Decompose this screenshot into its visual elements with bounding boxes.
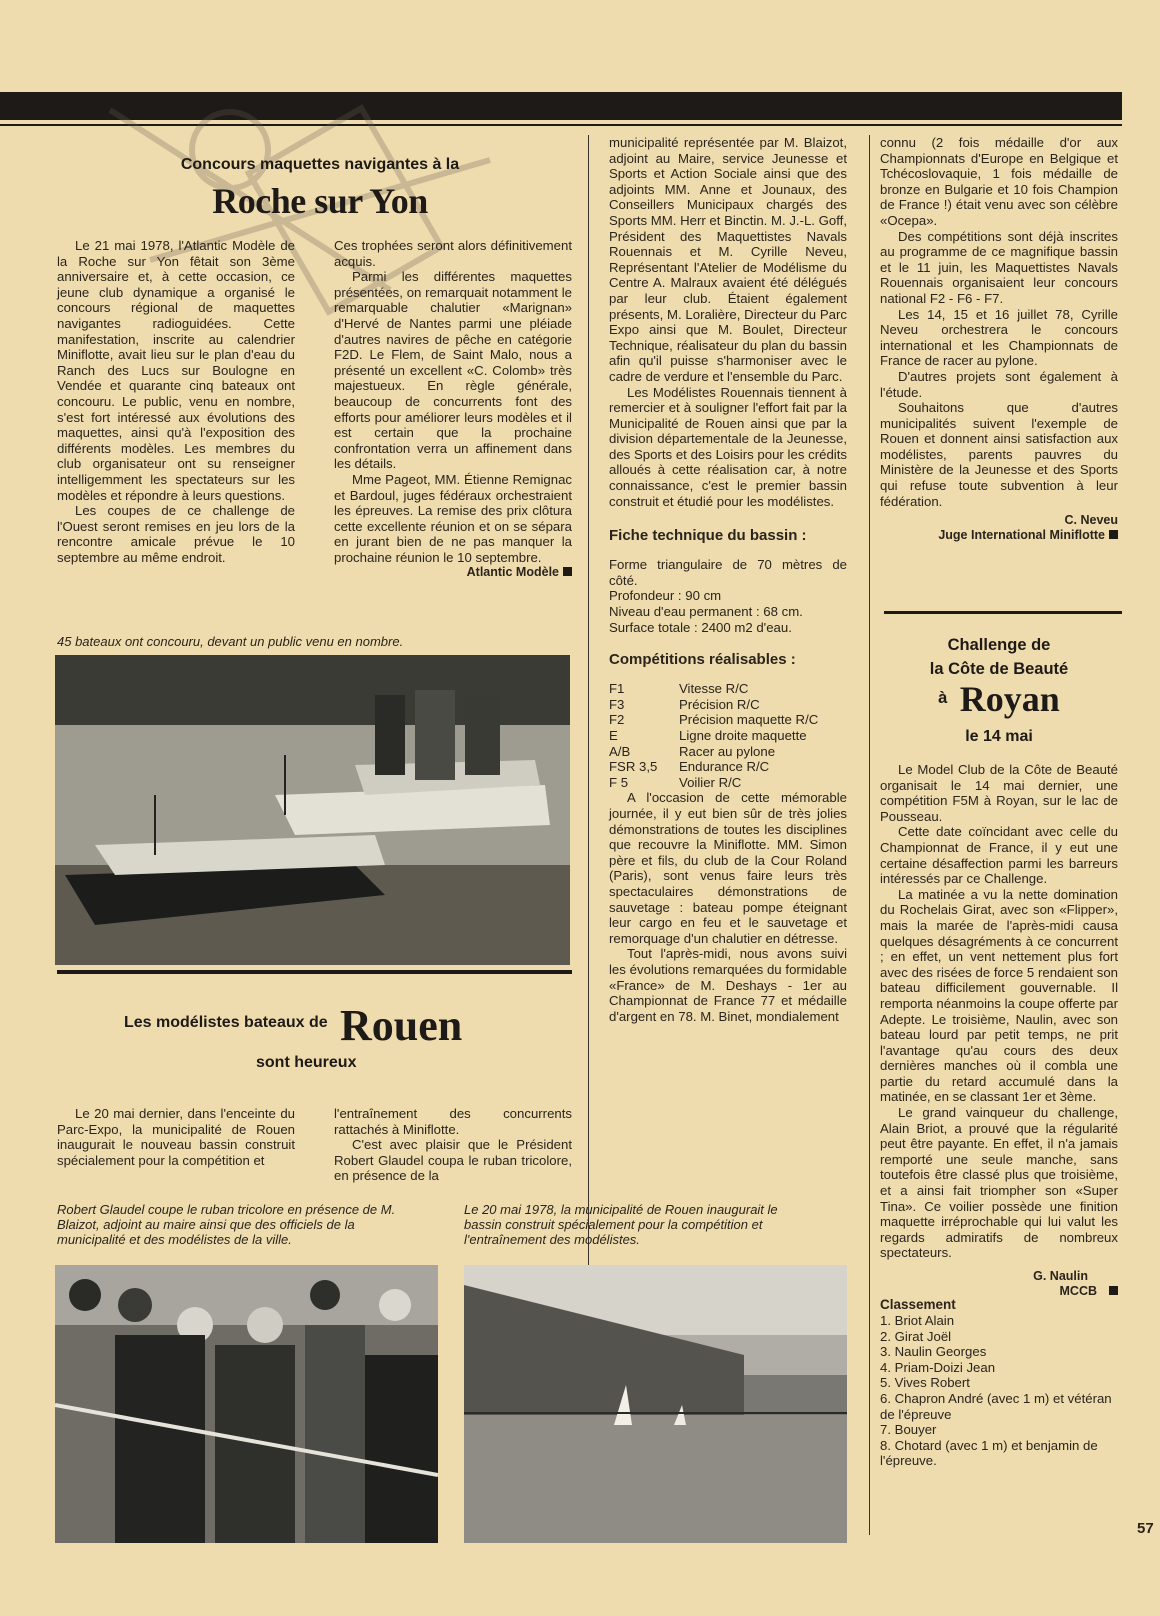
fiche-item: Surface totale : 2400 m2 d'eau.: [609, 619, 792, 635]
roche-headline: Roche sur Yon: [212, 181, 428, 221]
rouen-photo1-caption: Robert Glaudel coupe le ruban tricolore en présence de M. Blaizot, adjoint au maire ainsi que des officiels de la municipalité et des modélistes de la ville.: [57, 1202, 396, 1247]
competition-code: FSR 3,5: [609, 759, 658, 775]
roche-paragraph: Les coupes de ce challenge de l'Ouest seront remises en jeu lors de la rencontre amicale prévue le 10 septembre au même endroit.: [57, 503, 295, 565]
ranking-item: 5. Vives Robert: [880, 1375, 970, 1391]
rouen-paragraph: connu (2 fois médaille d'or aux Championnats d'Europe en Belgique et Tchécoslovaquie, 1 fois médaille de bronze en Bulgarie et 10 fois Champion de France !) était venu avec son célèbre «Ocepa».: [880, 135, 1118, 228]
competition-row: [609, 775, 847, 791]
competition-row: [609, 712, 847, 728]
rouen-signature-title: [880, 528, 1118, 543]
rouen-paragraph: Tout l'après-midi, nous avons suivi les évolutions remarquées du formidable «France» de M. Deshays - 1er au Championnat de France 77 et médaille d'argent en 78. M. Binet, mondialement: [609, 946, 847, 1024]
end-square-icon: [1109, 1286, 1118, 1295]
ranking-item: 4. Priam-Doizi Jean: [880, 1359, 996, 1375]
rouen-paragraph: Le 20 mai dernier, dans l'enceinte du Parc-Expo, la municipalité de Rouen inaugurait le nouveau bassin construit spécialement pour la compétition et: [57, 1106, 295, 1168]
competition-code: F3: [609, 696, 625, 712]
roche-column-2: [334, 238, 572, 580]
roche-signature: [334, 565, 572, 580]
competition-row: [609, 697, 847, 713]
section-rule: [57, 970, 572, 974]
page-number: 57: [1137, 1520, 1154, 1537]
roche-paragraph: Parmi les différentes maquettes présentées, on remarquait notamment le remarquable chalutier «Marignan» d'Hervé de Nantes parmi une pléiade d'autres navires de pêche en catégorie F2D. Le Flem, de Saint Malo, nous a présenté un excellent «C. Colomb» très majestueux. En règle générale, beaucoup de concurrents font des efforts pour améliorer leurs modèles et il est certain que la prochaine confrontation verra un affinement dans les détails.: [334, 269, 572, 472]
competition-code: F2: [609, 712, 625, 728]
rouen-signature-name: C. Neveu: [1064, 513, 1118, 528]
roche-signature-text: Atlantic Modèle: [466, 565, 559, 580]
competition-label: Ligne droite maquette: [679, 728, 807, 743]
rouen-paragraph: Des compétitions sont déjà inscrites au programme de ce magnifique bassin et le 11 juin, les Maquettistes Navals Rouennais organisaient leur concours national F2 - F6 - F7.: [880, 228, 1118, 306]
competition-code: F1: [609, 681, 625, 697]
rouen-column-4: [880, 135, 1118, 543]
ranking-item: 2. Girat Joël: [880, 1328, 952, 1344]
rouen-paragraph: C'est avec plaisir que le Président Robert Glaudel coupa le ruban tricolore, en présence de la: [334, 1137, 572, 1184]
rouen-column-2: [334, 1106, 572, 1184]
fiche-item: Niveau d'eau permanent : 68 cm.: [609, 604, 803, 620]
ribbon-cutting-photo: [55, 1265, 438, 1543]
royan-signature-club-text: MCCB: [1059, 1284, 1097, 1298]
ranking-item: 1. Briot Alain: [880, 1313, 955, 1328]
royan-kicker-line1: Challenge de: [947, 636, 1051, 654]
ranking-item: 6. Chapron André (avec 1 m) et vétéran de l'épreuve: [880, 1390, 1112, 1422]
competition-code: A/B: [609, 743, 631, 759]
rouen-paragraph: D'autres projets sont également à l'étude.: [880, 368, 1118, 400]
competition-label: Vitesse R/C: [679, 681, 749, 697]
roche-paragraph: Le 21 mai 1978, l'Atlantic Modèle de la Roche sur Yon fêtait son 3ème anniversaire et, à cette occasion, ce jeune club dynamique a organisé le concours régional de maquettes navigantes radioguidées. Cette manifestation, inscrite au calendrier Miniflotte, avait lieu sur le plan d'eau du Ranch des Lucs sur Boulogne en Vendée et quarante cinq bateaux ont concouru. Le public, venu en nombre, s'est fort intéressé aux évolutions des maquettes, ainsi qu'à l'exposition des différents modèles. Les membres du club organisateur ont su renseigner intelligemment les spectateurs sur les modèles et répondre à leurs questions.: [57, 238, 295, 503]
rouen-signature-title-text: Juge International Miniflotte: [938, 528, 1105, 543]
rouen-headline: Rouen: [340, 1001, 463, 1050]
royan-paragraph: Le Model Club de la Côte de Beauté organisait le 14 mai dernier, une compétition F5M à Royan, sur le lac de Pousseau.: [880, 762, 1118, 824]
end-square-icon: [563, 567, 572, 576]
fiche-list: [609, 557, 847, 635]
royan-headline-line: [880, 678, 1118, 720]
royan-date: le 14 mai: [965, 728, 1033, 745]
fiche-item: Forme triangulaire de 70 mètres de côté.: [609, 557, 847, 588]
ranking-item: 7. Bouyer: [880, 1422, 937, 1438]
column-divider: [869, 135, 870, 1535]
rouen-paragraph: l'entraînement des concurrents rattachés à Miniflotte.: [334, 1106, 572, 1137]
rouen-paragraph: municipalité représentée par M. Blaizot, adjoint au Maire, service Jeunesse et Sports et Action Sociale ainsi que des adjoints MM. Anne et Jounaux, des Conseillers Municipaux chargés des Sports MM. Herr et Binctin. M. J.-L. Goff, Président des Maquettistes Navals Rouennais et M. Cyrille Neveu, Représentant l'Atelier de Modélisme du Centre A. Malraux avaient été délégués par leur club. Étaient également présents, M. Loralière, Directeur du Parc Expo ainsi que M. Boulet, Directeur Technique, réalisateur du plan du bassin afin qu'il puisse s'harmoniser avec le cadre de verdure et l'ensemble du Parc.: [609, 135, 847, 384]
competition-code: E: [609, 728, 618, 743]
roche-photo-caption: 45 bateaux ont concouru, devant un public venu en nombre.: [57, 634, 404, 649]
top-rule: [0, 124, 1122, 126]
rouen-kicker-line2: sont heureux: [256, 1054, 357, 1071]
royan-column: [880, 762, 1118, 1469]
rouen-paragraph: A l'occasion de cette mémorable journée, il y eut bien sûr de très jolies démonstrations de toutes les disciplines que recouvre la Miniflotte. MM. Simon père et fils, du club de la Cour Roland (Paris), sont venus faire leurs très spectaculaires démonstrations de sauvetage : bateau pompe éteignant leur cargo en feu et le sauvetage et remorquage d'un chalutier en détresse.: [609, 790, 847, 946]
rouen-paragraph: Les Modélistes Rouennais tiennent à remercier et à souligner l'effort fait par la Municipalité de Rouen ainsi que par la division départementale de la Jeunesse, des Sports et des Loisirs pour les crédits alloués à cette réalisation car, à notre connaissance, c'est le premier bassin construit et étudié pour les modélistes.: [609, 384, 847, 509]
competition-label: Racer au pylone: [679, 743, 776, 759]
royan-kicker-a: à: [938, 689, 948, 707]
competition-row: [609, 681, 847, 697]
rouen-kicker-text: Les modélistes bateaux: [124, 1014, 305, 1031]
roche-kicker: Concours maquettes navigantes à la: [180, 156, 460, 173]
rouen-column-3: [609, 135, 847, 1024]
rouen-column-1: [57, 1106, 295, 1168]
section-rule: [884, 611, 1122, 614]
competition-row: [609, 744, 847, 760]
competition-label: Précision R/C: [679, 696, 760, 712]
royan-paragraph: La matinée a vu la nette domination du Rochelais Girat, avec son «Flipper», mais la marée de l'après-midi causa quelques désagréments à ce concurrent ; en effet, un vent nettement plus fort avec des risées de force 5 rendaient son bateau difficilement gouvernable. Il remporta néanmoins la coupe offerte par Adepte. Le troisième, Naulin, avec son bateau lourd par petit temps, ne prit l'avantage qu'au cours des deux dernières manches où il combla une partie du retard accumulé dans la matinée, en se classant 1er et 3ème.: [880, 886, 1119, 1105]
competition-row: [609, 759, 847, 775]
competition-label: Précision maquette R/C: [679, 712, 819, 728]
end-square-icon: [1109, 530, 1118, 539]
competitions-title: Compétitions réalisables :: [609, 651, 796, 669]
classement-list: [880, 1313, 1118, 1469]
royan-headline: Royan: [959, 679, 1060, 719]
royan-kicker-line2: la Côte de Beauté: [929, 660, 1069, 678]
roche-column-1: [57, 238, 295, 565]
competition-row: [609, 728, 847, 744]
royan-signature-name: G. Naulin: [1033, 1269, 1088, 1283]
competitions-list: [609, 681, 847, 790]
royan-paragraph: Cette date coïncidant avec celle du Championnat de France, il y eut une certaine désaffection parmi les barreurs intéressés par ce Challenge.: [880, 824, 1118, 887]
competition-label: Endurance R/C: [679, 759, 770, 775]
boats-photo: [55, 655, 570, 965]
roche-paragraph: Ces trophées seront alors définitivement acquis.: [334, 238, 572, 269]
royan-paragraph: Le grand vainqueur du challenge, Alain Briot, a prouvé que la régularité peut être payante. En effet, il n'a jamais remporté une seule manche, sans toutefois être classé plus que troisième, et a ainsi fait triompher son «Super Tina». Ce voilier possède une finition maquette irréprochable qui lui valut les regards admiratifs de nombreux spectateurs.: [880, 1105, 1118, 1261]
competition-code: F 5: [609, 774, 629, 790]
rouen-paragraph: Les 14, 15 et 16 juillet 78, Cyrille Neveu orchestrera le concours international et les Championnats de France de racer au pylone.: [880, 306, 1118, 369]
classement-title: Classement: [880, 1297, 956, 1312]
basin-photo: [464, 1265, 847, 1543]
ranking-item: 3. Naulin Georges: [880, 1344, 987, 1360]
competition-label: Voilier R/C: [679, 774, 742, 790]
roche-paragraph: Mme Pageot, MM. Étienne Remignac et Bardoul, juges fédéraux orchestraient les épreuves. La remise des prix clôtura cette excellente réunion et on se sépara en jurant bien de ne pas manquer la prochaine réunion le 10 septembre.: [334, 471, 572, 565]
rouen-paragraph: Souhaitons que d'autres municipalités suivent l'exemple de Rouen et donnent ainsi satisfaction aux modélistes, parents pauvres du Ministère de la Jeunesse et des Sports qui refuse toute subvention à leur fédération.: [880, 400, 1118, 509]
ranking-item: 8. Chotard (avec 1 m) et benjamin de l'épreuve.: [880, 1437, 1098, 1469]
rouen-kicker-de: de: [308, 1014, 328, 1031]
rouen-photo2-caption: Le 20 mai 1978, la municipalité de Rouen inaugurait le bassin construit spécialement pour la compétition et l'entraînement des modélistes.: [464, 1202, 778, 1247]
fiche-item: Profondeur : 90 cm: [609, 588, 722, 604]
fiche-title: Fiche technique du bassin :: [609, 527, 807, 545]
top-black-band: [0, 92, 1122, 120]
